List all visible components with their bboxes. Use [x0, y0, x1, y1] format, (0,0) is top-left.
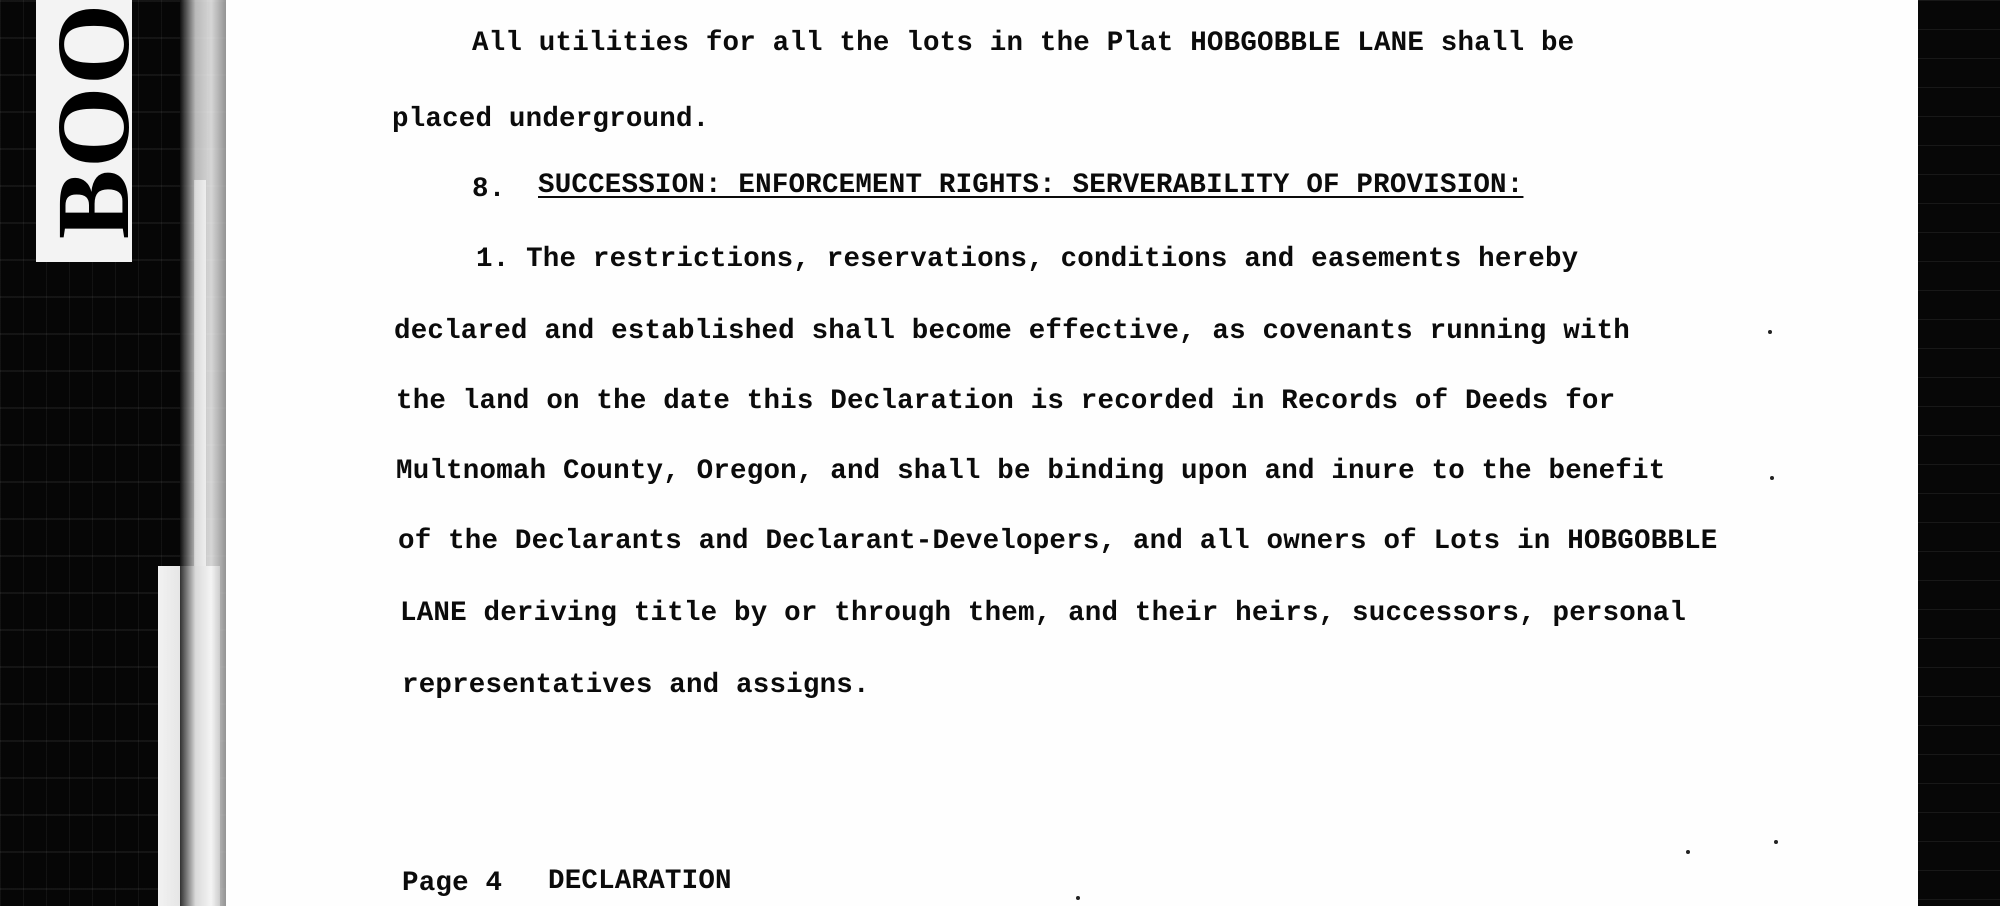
document-paper [226, 0, 1918, 906]
text-line-2: placed underground. [392, 104, 710, 135]
text-line-7: Multnomah County, Oregon, and shall be binding upon and inure to the benefit [396, 456, 1666, 487]
scan-speck [1774, 840, 1778, 844]
scan-speck [1768, 330, 1772, 334]
text-line-10: representatives and assigns. [402, 670, 870, 701]
text-line-9: LANE deriving title by or through them, and their heirs, successors, personal [400, 598, 1687, 629]
footer-page-label: Page 4 [402, 868, 503, 899]
section-number: 8. [472, 174, 506, 205]
binding-strip [0, 0, 232, 906]
book-stamp-text: BOO [36, 2, 151, 240]
scan-speck [1076, 896, 1080, 900]
text-line-5: declared and established shall become effective, as covenants running with [394, 316, 1630, 347]
text-line-6: the land on the date this Declaration is recorded in Records of Deeds for [396, 386, 1616, 417]
section-heading: SUCCESSION: ENFORCEMENT RIGHTS: SERVERABILITY OF PROVISION: [538, 170, 1524, 201]
scan-speck [1770, 476, 1774, 480]
text-line-4: 1. The restrictions, reservations, conditions and easements hereby [476, 244, 1579, 275]
footer-doc-name: DECLARATION [548, 866, 732, 897]
scan-speck [1686, 850, 1690, 854]
binding-edge [180, 0, 232, 906]
text-line-8: of the Declarants and Declarant-Developers, and all owners of Lots in HOBGOBBLE [398, 526, 1718, 557]
text-line-1: All utilities for all the lots in the Plat HOBGOBBLE LANE shall be [472, 28, 1575, 59]
book-stamp [36, 0, 151, 262]
right-edge [1918, 0, 2000, 906]
